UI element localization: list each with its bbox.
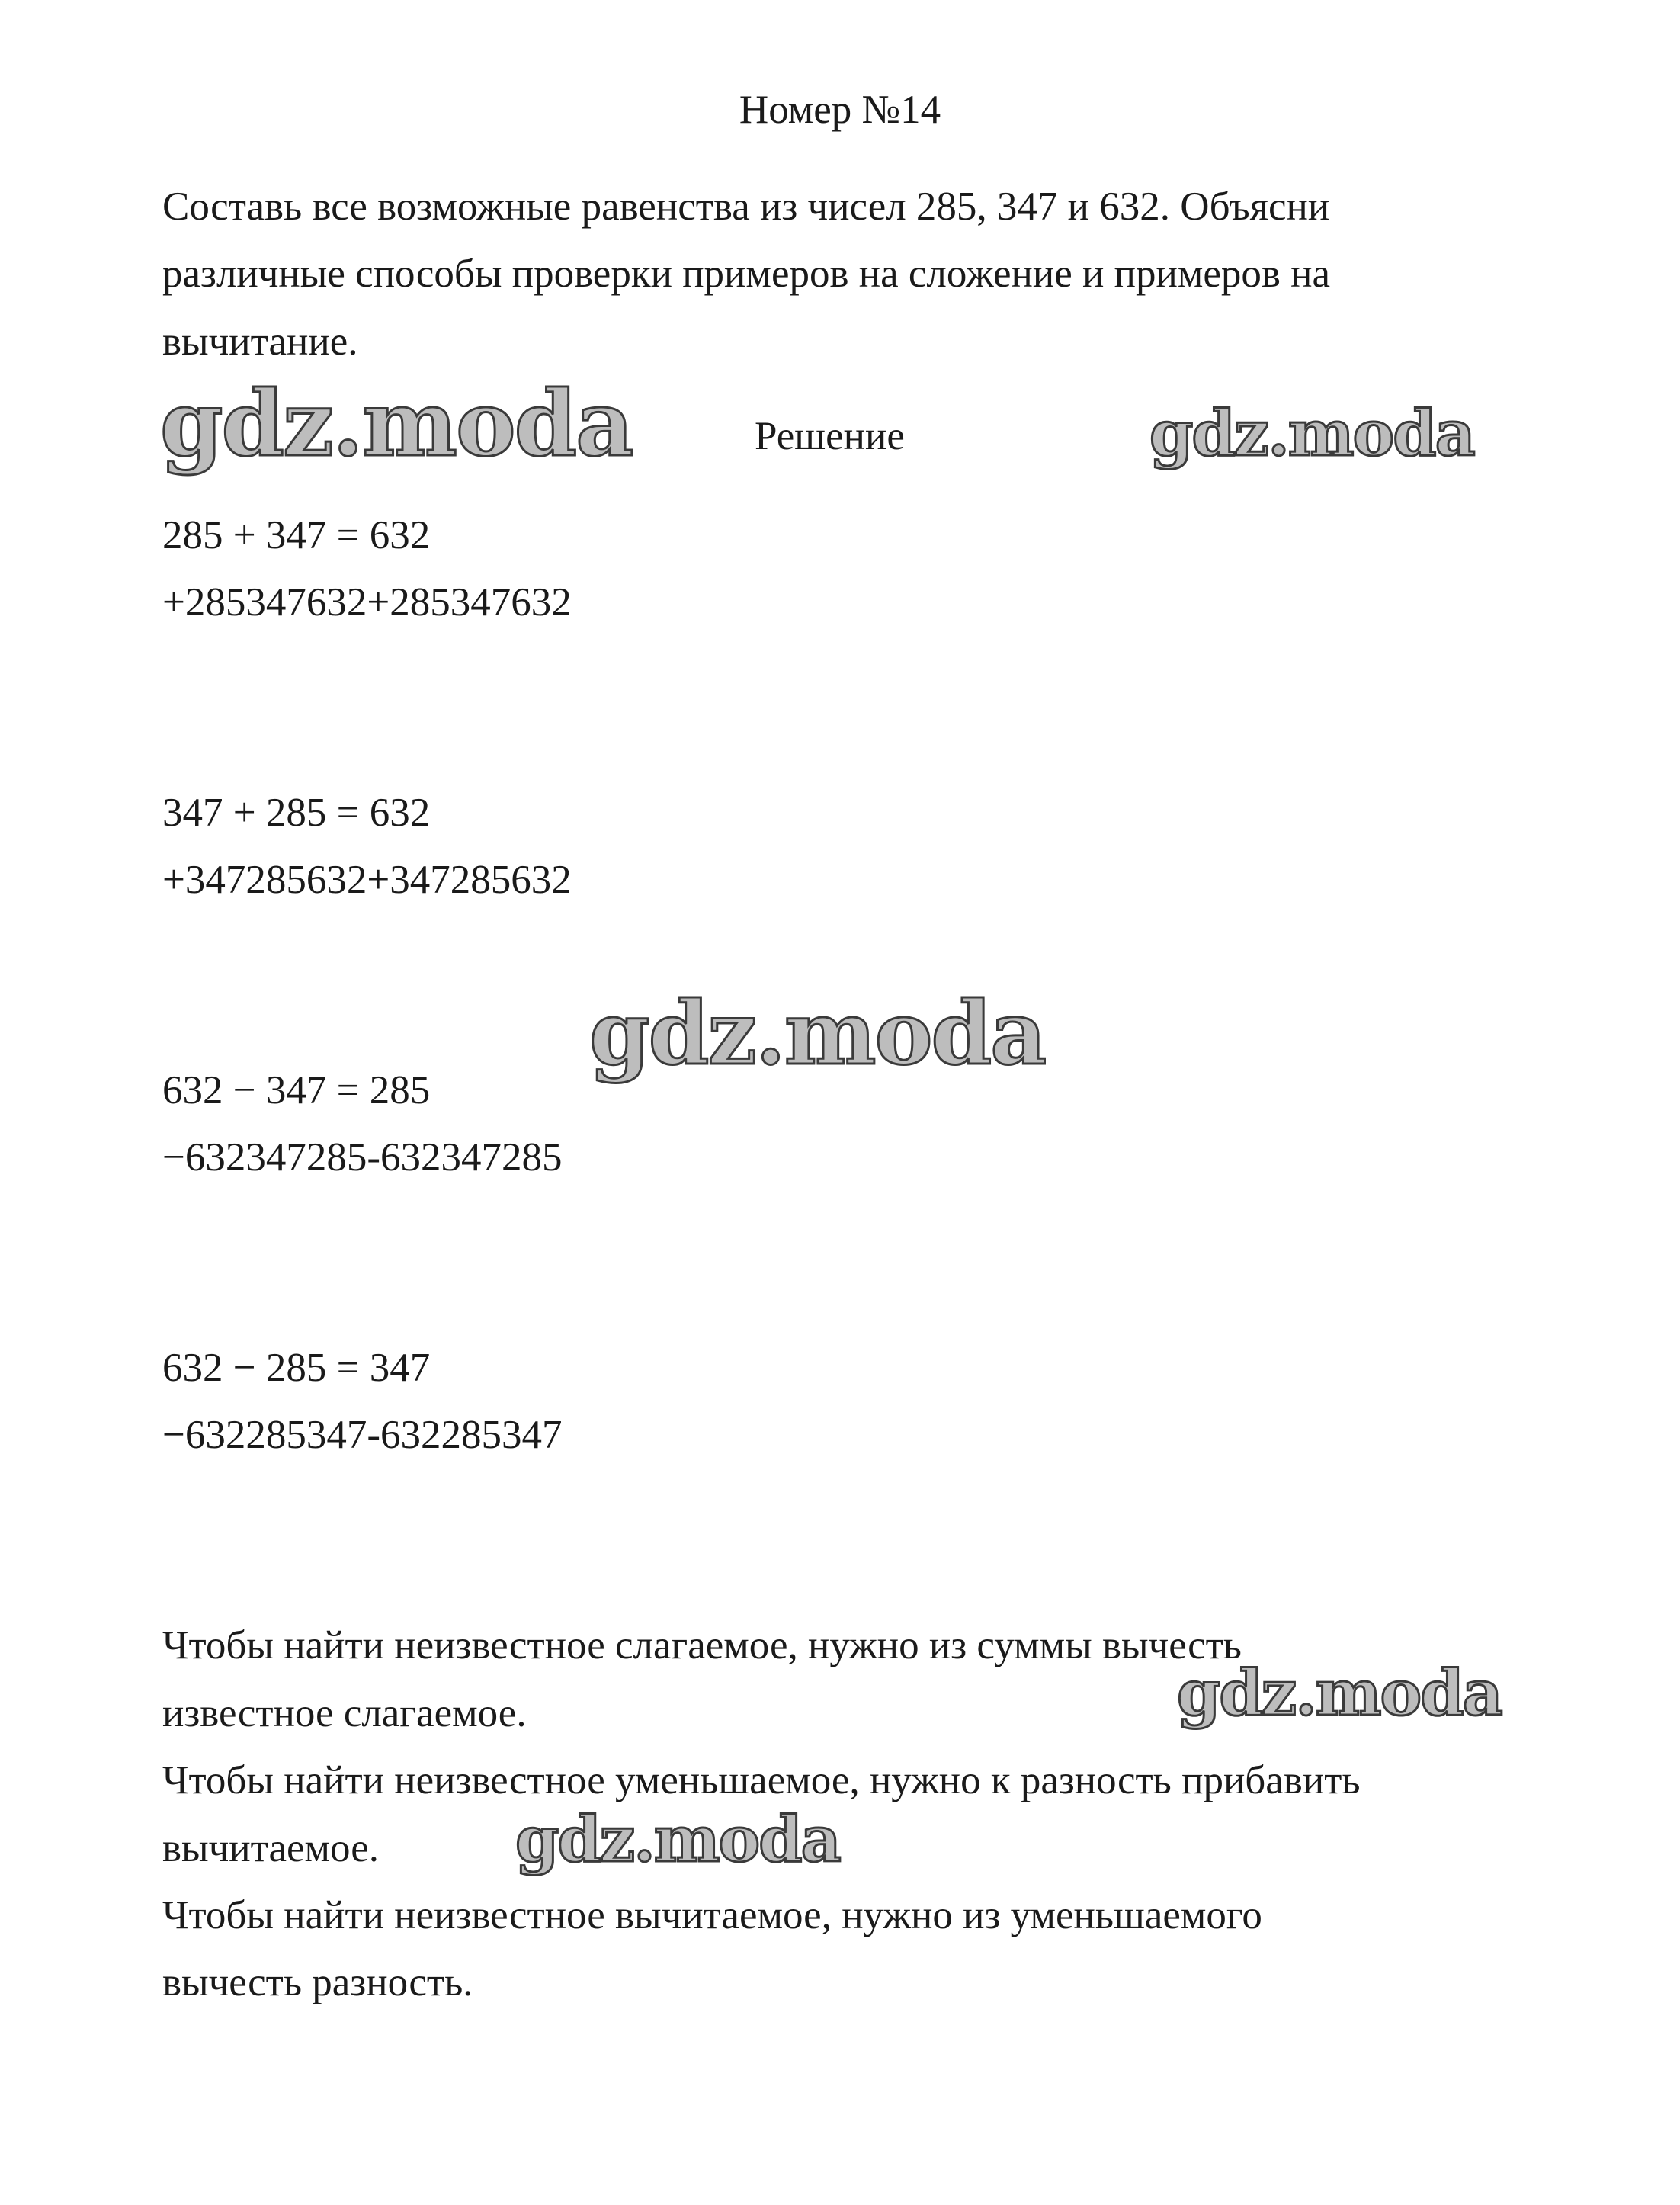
rule-line-2: известное слагаемое. xyxy=(162,1691,527,1735)
column-calc-2: +347285632+347285632 xyxy=(162,858,572,902)
page-title: Номер №14 xyxy=(739,88,941,132)
solution-heading: Решение xyxy=(755,414,905,458)
watermark-logo: gdz.moda xyxy=(515,1803,840,1876)
rule-line-4: вычитаемое. xyxy=(162,1826,379,1870)
watermark-logo: gdz.moda xyxy=(1149,397,1474,470)
watermark-logo: gdz.moda xyxy=(589,982,1046,1084)
column-calc-4: −632285347-632285347 xyxy=(162,1413,563,1457)
equation-1: 285 + 347 = 632 xyxy=(162,513,431,557)
rule-line-1: Чтобы найти неизвестное слагаемое, нужно из суммы вычесть xyxy=(162,1623,1242,1667)
task-line-2: различные способы проверки примеров на сложение и примеров на xyxy=(162,252,1331,296)
equation-3: 632 − 347 = 285 xyxy=(162,1068,431,1112)
task-line-1: Составь все возможные равенства из чисел 285, 347 и 632. Объясни xyxy=(162,185,1330,229)
rule-line-5: Чтобы найти неизвестное вычитаемое, нужно из уменьшаемого xyxy=(162,1893,1262,1937)
watermark-logo: gdz.moda xyxy=(1177,1657,1502,1730)
task-line-3: вычитание. xyxy=(162,319,358,364)
column-calc-3: −632347285-632347285 xyxy=(162,1135,563,1180)
equation-4: 632 − 285 = 347 xyxy=(162,1346,431,1390)
column-calc-1: +285347632+285347632 xyxy=(162,580,572,624)
watermark-logo: gdz.moda xyxy=(160,371,633,477)
rule-line-3: Чтобы найти неизвестное уменьшаемое, нужно к разность прибавить xyxy=(162,1758,1361,1802)
equation-2: 347 + 285 = 632 xyxy=(162,791,431,835)
rule-line-6: вычесть разность. xyxy=(162,1960,473,2004)
